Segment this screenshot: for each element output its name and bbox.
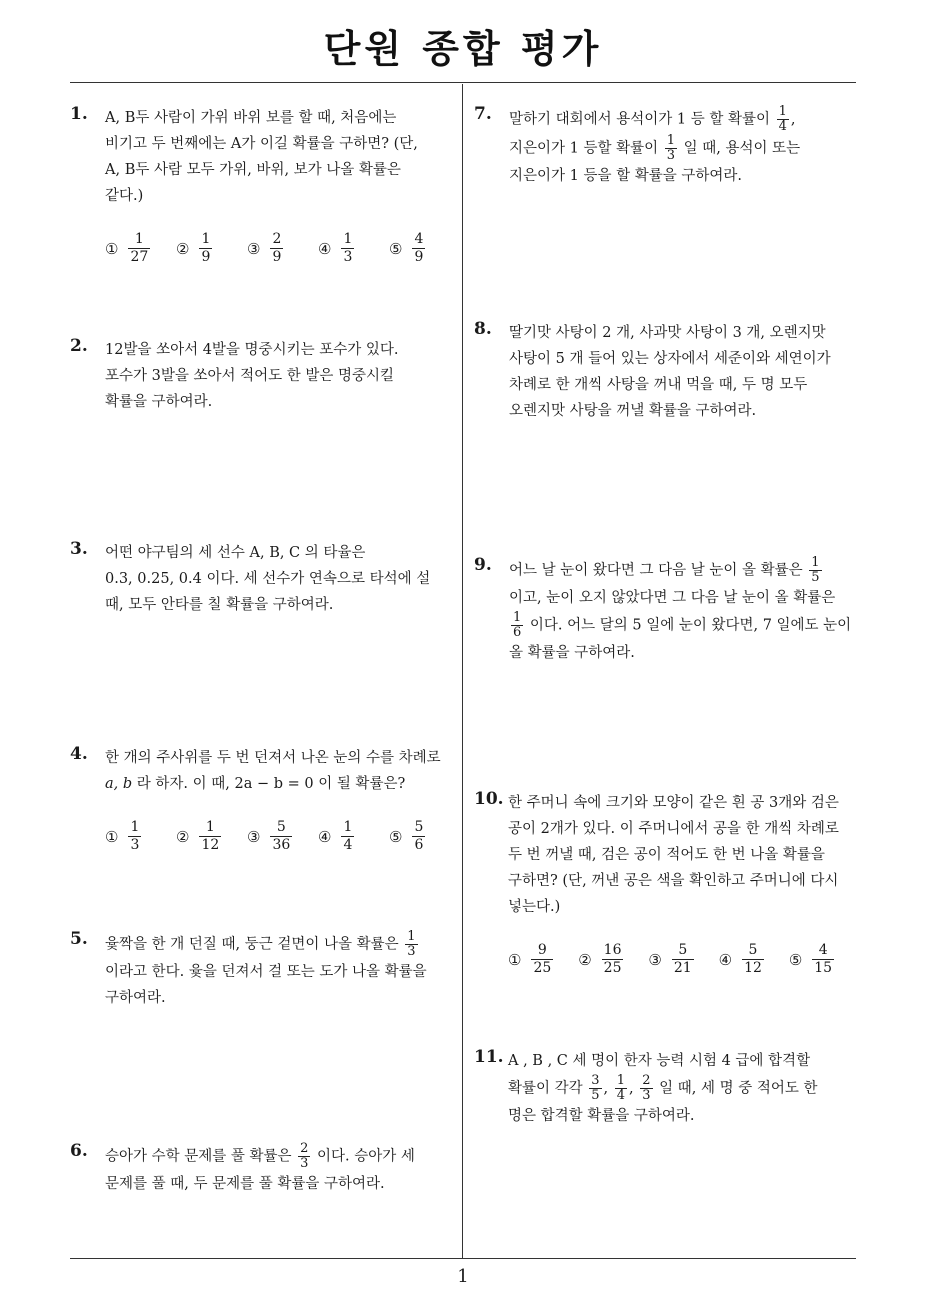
fraction: $\frac{3}{5}$ — [591, 1073, 600, 1103]
question-number: 11. — [474, 1047, 504, 1067]
choice-2[interactable]: ② $\frac{16}{25}$ — [578, 942, 622, 976]
choice-marker: ③ — [648, 950, 662, 969]
choice-3[interactable]: ③ $\frac{2}{9}$ — [247, 231, 282, 265]
question-number: 7. — [474, 104, 492, 124]
question-10 — [474, 790, 859, 977]
choice-marker: ④ — [718, 950, 733, 969]
question-text-line: 문제를 풀 때, 두 문제를 풀 확률을 구하여라. — [105, 1176, 385, 1192]
question-text-line: 승아가 수학 문제를 풀 확률은 $\frac{2}{3}$ 이다. 승아가 세 — [105, 1141, 415, 1171]
choice-marker: ⑤ — [389, 239, 403, 258]
answer-choices — [508, 942, 859, 977]
fraction: $\frac{1}{4}$ — [616, 1073, 626, 1103]
question-text-line: 넣는다.) — [508, 899, 561, 915]
choice-marker: ⑤ — [788, 950, 803, 969]
choice-5[interactable]: ⑤ $\frac{5}{6}$ — [389, 819, 424, 853]
question-7 — [474, 105, 859, 189]
question-number: 5. — [70, 929, 88, 949]
fraction: $\frac{2}{3}$ — [642, 1073, 651, 1103]
question-2 — [70, 337, 460, 415]
choice-4[interactable]: ④ $\frac{1}{4}$ — [318, 819, 353, 853]
choice-marker: ⑤ — [389, 827, 403, 846]
question-text-line: 확률이 각각 $\frac{3}{5}$ , $\frac{1}{4}$ , $\frac{2}{3}$ 일 때, 세 명 중 적어도 한 — [508, 1073, 818, 1103]
question-3 — [70, 540, 460, 618]
choice-4[interactable]: ④ $\frac{1}{3}$ — [318, 231, 353, 265]
choice-marker: ① — [105, 827, 119, 846]
question-text-line: 딸기맛 사탕이 2 개, 사과맛 사탕이 3 개, 오렌지맛 — [509, 325, 826, 341]
page-title: 단원 종합 평가 — [323, 27, 603, 71]
question-text-line: 같다.) — [105, 188, 144, 204]
choice-marker: ③ — [247, 827, 261, 846]
question-text-line: 말하기 대회에서 용석이가 1 등 할 확률이 $\frac{1}{4}$ , — [509, 104, 796, 134]
question-text-line: 비기고 두 번째에는 A가 이길 확률을 구하면? (단, — [105, 136, 418, 152]
question-text-line: 올 확률을 구하여라. — [509, 645, 635, 661]
choice-marker: ① — [508, 950, 522, 969]
choice-3[interactable]: ③ $\frac{5}{21}$ — [648, 942, 692, 976]
question-text-line: 0.3, 0.25, 0.4 이다. 세 선수가 연속으로 타석에 설 — [105, 571, 431, 587]
question-text-line: $\frac{1}{6}$ 이다. 어느 달의 5 일에 눈이 왔다면, 7 일에도 눈이 — [513, 610, 852, 640]
question-number: 9. — [474, 555, 492, 575]
question-11 — [474, 1048, 859, 1129]
question-text-line: 포수가 3발을 쏘아서 적어도 한 발은 명중시킬 — [105, 368, 395, 384]
question-text-line: 12발을 쏘아서 4발을 명중시키는 포수가 있다. — [105, 342, 399, 358]
column-divider — [462, 84, 463, 1258]
choice-2[interactable]: ② $\frac{1}{9}$ — [176, 231, 211, 265]
fraction: $\frac{1}{4}$ — [778, 104, 787, 134]
fraction: $\frac{1}{5}$ — [811, 555, 820, 585]
question-text-line: 사탕이 5 개 들어 있는 상자에서 세준이와 세연이가 — [509, 351, 831, 367]
choice-marker: ② — [578, 950, 592, 969]
choice-5[interactable]: ⑤ $\frac{4}{9}$ — [389, 231, 424, 265]
choice-2[interactable]: ② $\frac{1}{12}$ — [176, 819, 220, 853]
fraction: $\frac{1}{3}$ — [666, 133, 676, 163]
question-text-line: 구하면? (단, 꺼낸 공은 색을 확인하고 주머니에 다시 — [508, 873, 839, 889]
question-text-line: 어느 날 눈이 왔다면 그 다음 날 눈이 올 확률은 $\frac{1}{5}$ — [509, 555, 820, 585]
question-number: 10. — [474, 789, 504, 809]
question-text-line: a, b 라 하자. 이 때, 2a − b = 0 이 될 확률은? — [105, 776, 406, 792]
fraction: $\frac{1}{6}$ — [513, 610, 522, 640]
question-text-line: 차례로 한 개씩 사탕을 꺼내 먹을 때, 두 명 모두 — [509, 377, 808, 393]
question-text-line: 확률을 구하여라. — [105, 394, 213, 410]
question-text-line: A, B두 사람 모두 가위, 바위, 보가 나올 확률은 — [105, 162, 401, 178]
question-number: 1. — [70, 104, 88, 124]
question-9 — [474, 556, 859, 666]
choice-1[interactable]: ① $\frac{1}{3}$ — [105, 819, 140, 853]
question-number: 6. — [70, 1141, 88, 1161]
question-text-line: 이라고 한다. 윷을 던져서 걸 또는 도가 나올 확률을 — [105, 964, 427, 980]
question-text-line: A, B두 사람이 가위 바위 보를 할 때, 처음에는 — [105, 110, 397, 126]
question-text-line: 구하여라. — [105, 990, 166, 1006]
choice-3[interactable]: ③ $\frac{5}{36}$ — [247, 819, 291, 853]
choice-1[interactable]: ① $\frac{9}{25}$ — [508, 942, 552, 976]
question-text-line: 지은이가 1 등을 할 확률을 구하여라. — [509, 168, 742, 184]
fraction: $\frac{1}{3}$ — [407, 929, 416, 959]
choice-4[interactable]: ④ $\frac{5}{12}$ — [718, 942, 762, 976]
choice-marker: ④ — [318, 239, 332, 258]
question-number: 8. — [474, 319, 492, 339]
page-number: 1 — [457, 1266, 469, 1287]
question-text-line: 명은 합격할 확률을 구하여라. — [508, 1108, 695, 1124]
question-text-line: 어떤 야구팀의 세 선수 A, B, C 의 타율은 — [105, 545, 366, 561]
question-text-line: 한 개의 주사위를 두 번 던져서 나온 눈의 수를 차례로 — [105, 750, 441, 766]
top-rule — [70, 82, 856, 83]
question-text-line: 때, 모두 안타를 칠 확률을 구하여라. — [105, 597, 334, 613]
question-text-line: A , B , C 세 명이 한자 능력 시험 4 급에 합격할 — [508, 1053, 811, 1069]
choice-marker: ④ — [318, 827, 332, 846]
question-text-line: 지은이가 1 등할 확률이 $\frac{1}{3}$ 일 때, 용석이 또는 — [509, 133, 801, 163]
question-number: 3. — [70, 539, 88, 559]
question-text-line: 공이 2개가 있다. 이 주머니에서 공을 한 개씩 차례로 — [508, 821, 839, 837]
question-number: 4. — [70, 744, 88, 764]
question-text-line: 이고, 눈이 오지 않았다면 그 다음 날 눈이 올 확률은 — [509, 590, 836, 606]
question-6 — [70, 1142, 460, 1197]
choice-marker: ② — [176, 827, 190, 846]
choice-marker: ② — [176, 239, 190, 258]
question-5 — [70, 930, 460, 1011]
question-text-line: 윷짝을 한 개 던질 때, 둥근 겉면이 나올 확률은 $\frac{1}{3}$ — [105, 929, 416, 959]
choice-1[interactable]: ① $\frac{1}{27}$ — [105, 231, 149, 265]
question-number: 2. — [70, 336, 88, 356]
bottom-rule — [70, 1258, 856, 1259]
answer-choices — [105, 231, 460, 266]
question-8 — [474, 320, 859, 424]
choice-marker: ③ — [247, 239, 261, 258]
choice-5[interactable]: ⑤ $\frac{4}{15}$ — [788, 942, 833, 976]
question-4 — [70, 745, 460, 854]
fraction: $\frac{2}{3}$ — [300, 1141, 309, 1171]
choice-marker: ① — [105, 239, 119, 258]
question-text-line: 오렌지맛 사탕을 꺼낼 확률을 구하여라. — [509, 403, 757, 419]
question-1 — [70, 105, 460, 266]
answer-choices — [105, 819, 460, 854]
question-text-line: 한 주머니 속에 크기와 모양이 같은 흰 공 3개와 검은 — [508, 795, 839, 811]
question-text-line: 두 번 꺼낼 때, 검은 공이 적어도 한 번 나올 확률을 — [508, 847, 825, 863]
